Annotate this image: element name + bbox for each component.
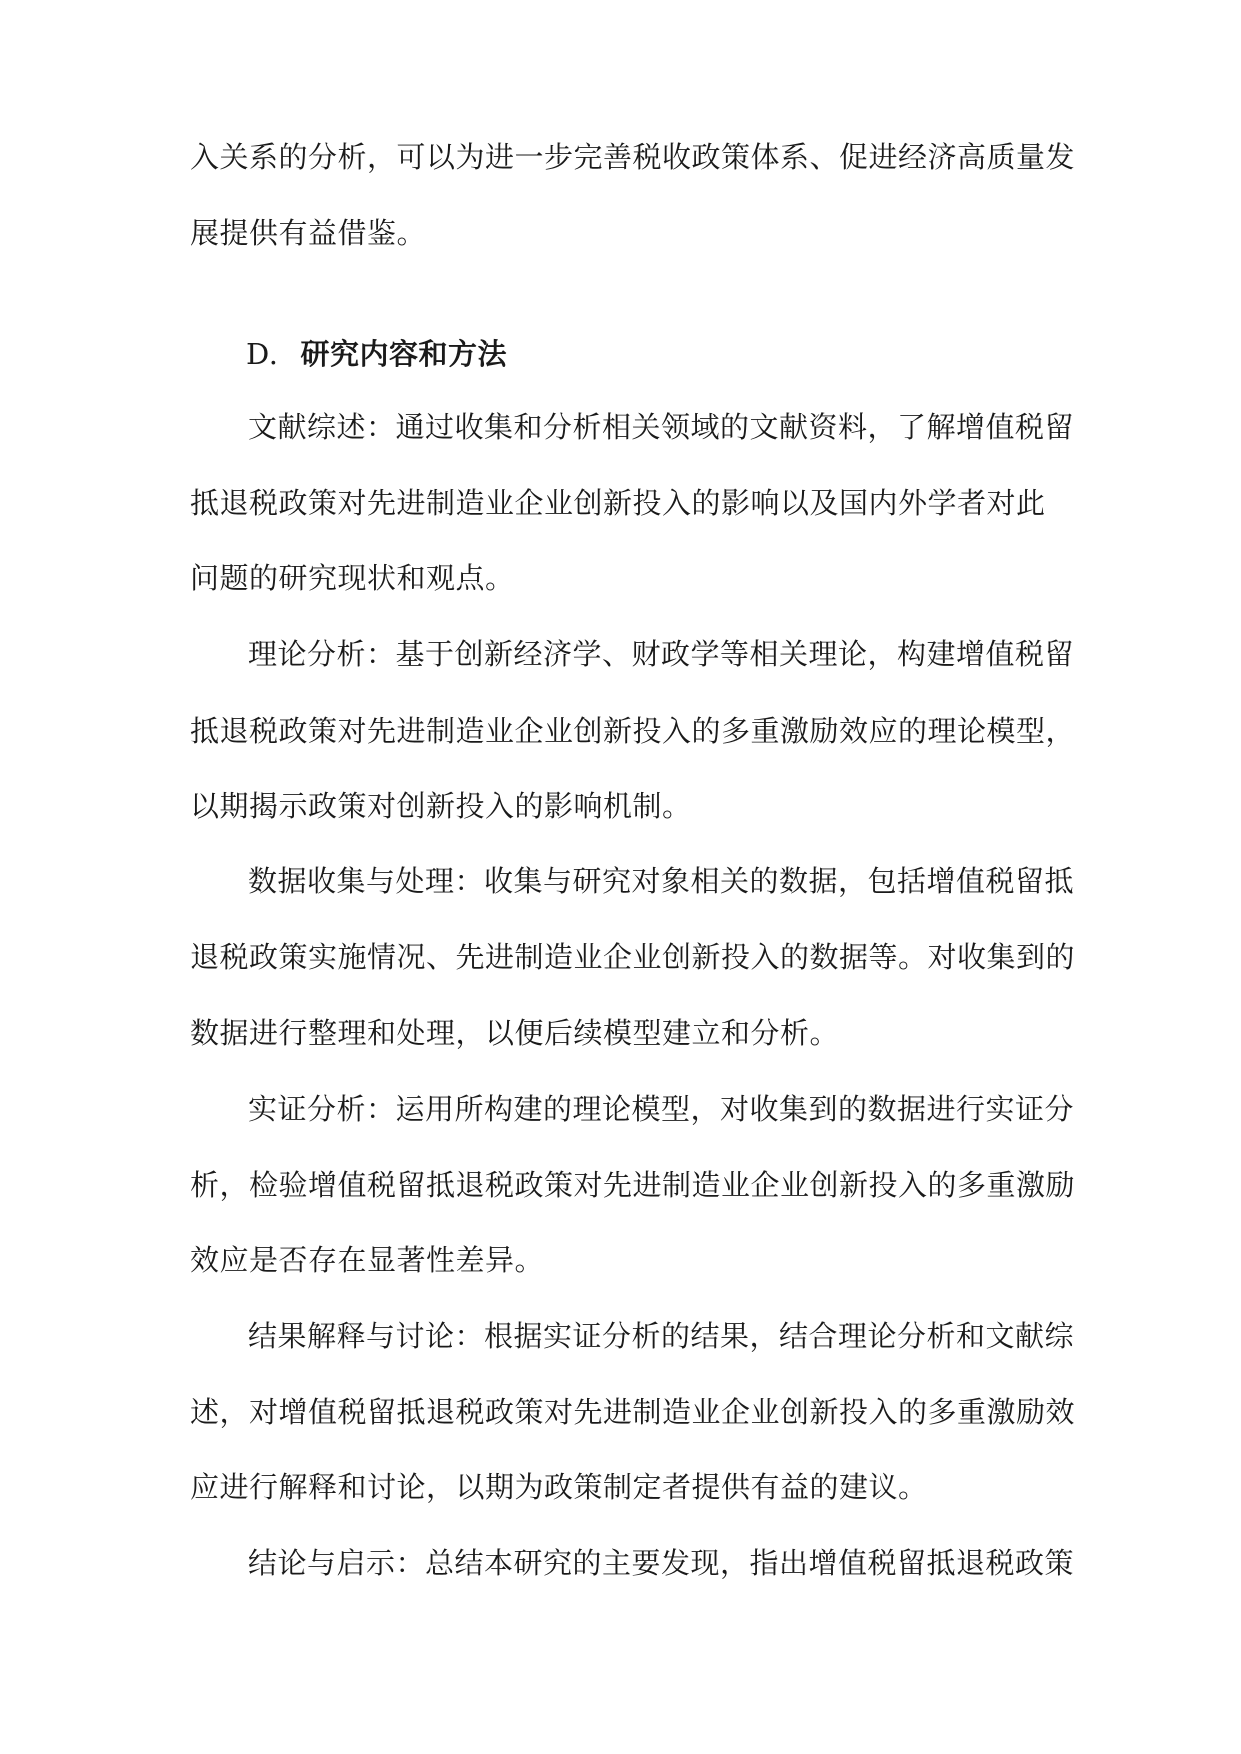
paragraph-line: 入关系的分析，可以为进一步完善税收政策体系、促进经济高质量发	[190, 140, 1076, 174]
section-title: 研究内容和方法	[300, 337, 507, 371]
paragraph-line: 抵退税政策对先进制造业企业创新投入的影响以及国内外学者对此	[190, 486, 1046, 520]
paragraph-line: 理论分析：基于创新经济学、财政学等相关理论，构建增值税留	[248, 637, 1075, 671]
paragraph-line: 展提供有益借鉴。	[190, 216, 427, 250]
paragraph-line: 结果解释与讨论：根据实证分析的结果，结合理论分析和文献综	[248, 1319, 1075, 1353]
paragraph-line: 述，对增值税留抵退税政策对先进制造业企业创新投入的多重激励效	[190, 1395, 1076, 1429]
paragraph-line: 抵退税政策对先进制造业企业创新投入的多重激励效应的理论模型，	[190, 714, 1076, 748]
paragraph-line: 文献综述：通过收集和分析相关领域的文献资料，了解增值税留	[248, 410, 1075, 444]
paragraph-line: 析，检验增值税留抵退税政策对先进制造业企业创新投入的多重激励	[190, 1168, 1076, 1202]
section-number: D.	[246, 337, 279, 371]
paragraph-line: 实证分析：运用所构建的理论模型，对收集到的数据进行实证分	[248, 1092, 1075, 1126]
paragraph-line: 以期揭示政策对创新投入的影响机制。	[190, 789, 692, 823]
section-heading	[246, 334, 507, 374]
paragraph-line: 效应是否存在显著性差异。	[190, 1243, 545, 1277]
paragraph-line: 结论与启示：总结本研究的主要发现，指出增值税留抵退税政策	[248, 1546, 1075, 1580]
paragraph-line: 问题的研究现状和观点。	[190, 561, 515, 595]
paragraph-line: 数据进行整理和处理，以便后续模型建立和分析。	[190, 1016, 840, 1050]
paragraph-line: 退税政策实施情况、先进制造业企业创新投入的数据等。对收集到的	[190, 940, 1076, 974]
paragraph-line: 应进行解释和讨论，以期为政策制定者提供有益的建议。	[190, 1470, 928, 1504]
paragraph-line: 数据收集与处理：收集与研究对象相关的数据，包括增值税留抵	[248, 864, 1075, 898]
